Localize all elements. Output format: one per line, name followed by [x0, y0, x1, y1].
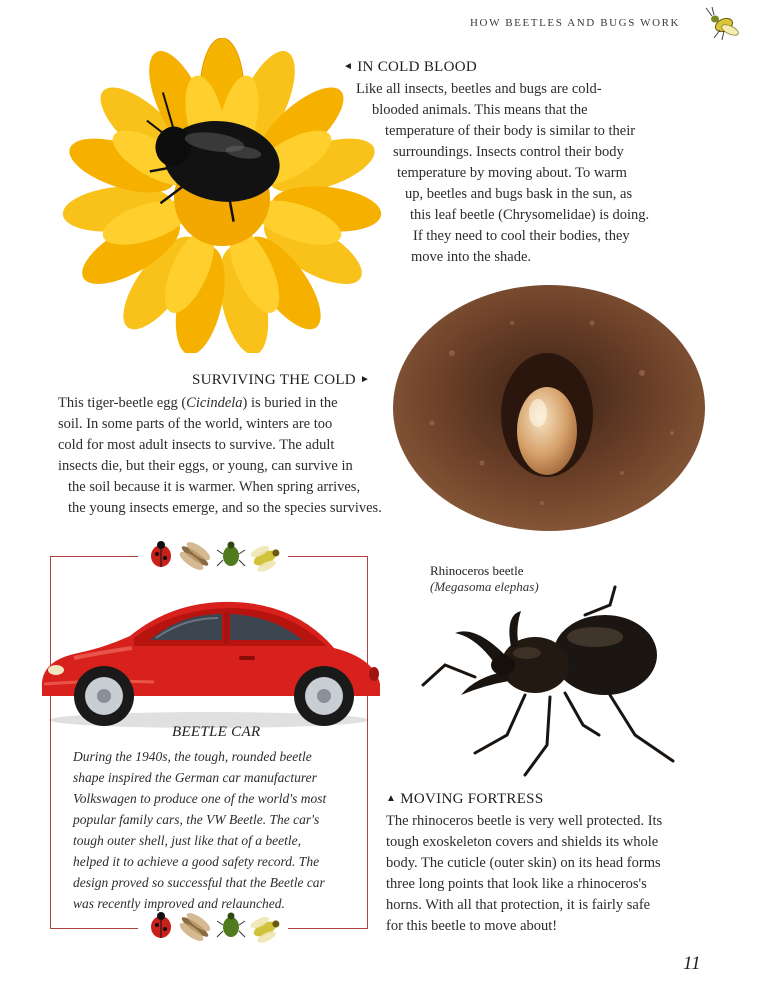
rhino-caption-name: Rhinoceros beetle [430, 563, 524, 578]
cold-blood-line: this leaf beetle (Chrysomelidae) is doing. [410, 207, 650, 223]
cold-blood-line: If they need to cool their bodies, they [413, 228, 630, 244]
beetle-car-line: design proved so successful that the Beetle car [73, 875, 325, 890]
surviving-line: soil. In some parts of the world, winters are too [58, 416, 333, 432]
green-beetle-icon [217, 913, 245, 938]
surviving-line: insects die, but their eggs, or young, can survive in [58, 458, 353, 474]
left-arrow-icon: ◄ [343, 61, 354, 72]
surviving-line: the young insects emerge, and so the species survives. [68, 500, 382, 516]
beetle-car-line: During the 1940s, the tough, rounded beetle [73, 749, 312, 764]
cold-blood-line: surroundings. Insects control their body [393, 144, 624, 160]
moth-icon [176, 909, 215, 945]
moth-icon [176, 538, 215, 574]
beetle-car-heading: BEETLE CAR [172, 724, 261, 740]
rhinoceros-beetle-photo [415, 585, 695, 785]
beetle-car-line: helped it to achieve a good safety record. The [73, 854, 320, 869]
page-number: 11 [683, 953, 701, 974]
box-rule-top-left [50, 556, 138, 557]
surviving-heading: SURVIVING THE COLD ► [192, 372, 371, 388]
cold-blood-line: move into the shade. [411, 249, 532, 265]
beetle-car-line: tough outer shell, just like that of a beetle, [73, 833, 301, 848]
cold-blood-line: blooded animals. This means that the [372, 102, 588, 118]
running-header: HOW BEETLES AND BUGS WORK [470, 17, 681, 29]
fortress-heading: ▲ MOVING FORTRESS [386, 791, 544, 807]
up-arrow-icon: ▲ [386, 793, 397, 804]
cold-blood-heading: ◄ IN COLD BLOOD [343, 59, 477, 75]
surviving-line: This tiger-beetle egg (Cicindela) is buried in the [58, 395, 338, 411]
ladybird-icon [151, 912, 171, 938]
green-beetle-icon [217, 542, 245, 567]
beetle-car-line: was recently improved and relaunched. [73, 896, 285, 911]
cold-blood-line: temperature of their body is similar to their [385, 123, 636, 139]
right-arrow-icon: ► [359, 374, 371, 385]
beetle-car-line: popular family cars, the VW Beetle. The car's [73, 812, 320, 827]
cold-blood-line: Like all insects, beetles and bugs are cold- [356, 81, 602, 97]
cold-blood-line: up, beetles and bugs bask in the sun, as [405, 186, 633, 202]
fly-icon [249, 541, 284, 574]
beetle-car-line: shape inspired the German car manufacturer [73, 770, 317, 785]
vw-beetle-car-photo [34, 592, 384, 732]
ladybird-icon [151, 541, 171, 567]
fortress-line: horns. With all that protection, it is fairly safe [386, 897, 651, 913]
beetle-car-line: Volkswagen to produce one of the world's most [73, 791, 327, 806]
fortress-line: three long points that look like a rhinoceros's [386, 876, 647, 892]
box-rule-bottom-left [50, 928, 138, 929]
tiger-beetle-egg-photo [392, 283, 707, 533]
surviving-line: cold for most adult insects to survive. The adult [58, 437, 335, 453]
flower-leaf-beetle-photo [50, 38, 395, 353]
rhino-caption-latin: (Megasoma elephas) [430, 579, 539, 594]
fortress-line: body. The cuticle (outer skin) on its head forms [386, 855, 661, 871]
fly-icon [249, 912, 284, 945]
box-rule-bottom-right [288, 928, 367, 929]
fortress-line: for this beetle to move about! [386, 918, 558, 934]
box-rule-top-right [288, 556, 367, 557]
fortress-line: tough exoskeleton covers and shields its whole [386, 834, 659, 850]
fortress-line: The rhinoceros beetle is very well protected. Its [386, 813, 663, 829]
cold-blood-line: temperature by moving about. To warm [397, 165, 627, 181]
insect-ornament-top [143, 536, 288, 578]
beetle-icon [702, 6, 742, 42]
surviving-line: the soil because it is warmer. When spring arrives, [68, 479, 361, 495]
